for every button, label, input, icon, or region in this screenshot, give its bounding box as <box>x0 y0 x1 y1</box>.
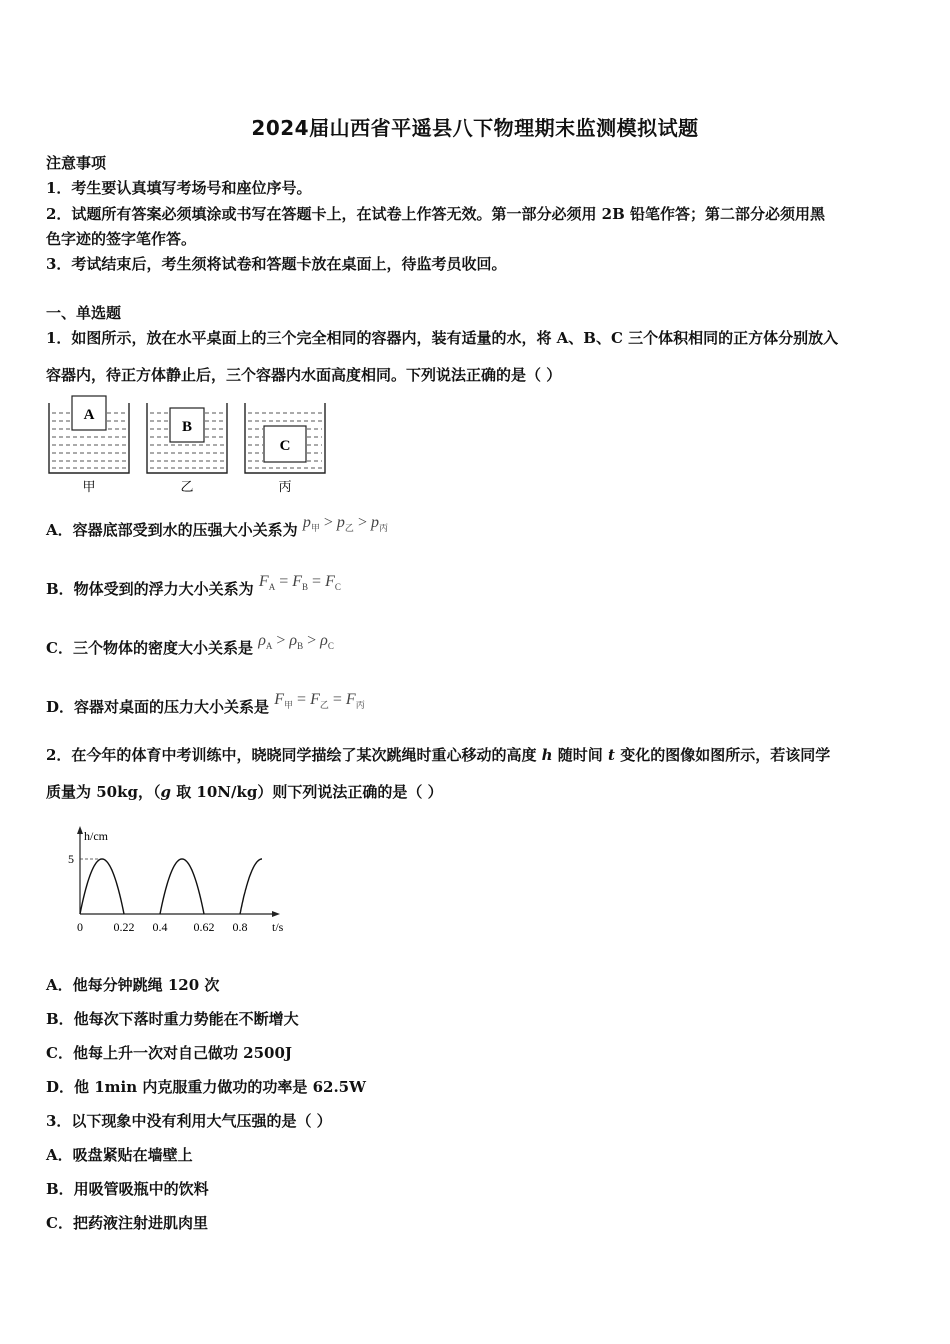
var-g: g <box>160 783 171 801</box>
container-yi <box>147 403 227 494</box>
page-title: 2024届山西省平遥县八下物理期末监测模拟试题 <box>251 116 699 140</box>
sub: 甲 <box>310 523 320 534</box>
q1-option-d[interactable] <box>46 691 365 719</box>
caption-yi: 乙 <box>180 479 194 494</box>
sym: p <box>302 514 311 531</box>
q1-option-b-formula <box>258 573 341 593</box>
sub: C <box>327 641 334 652</box>
x-tick-label: 0.8 <box>232 920 248 934</box>
text: 随时间 <box>552 746 609 764</box>
notice-item-1: 1．考生要认真填写考场号和座位序号。 <box>46 179 312 197</box>
y-axis-arrow <box>77 826 83 834</box>
x-tick-label: 0.22 <box>113 920 135 934</box>
text: 变化的图像如图所示，若该同学 <box>614 746 831 764</box>
sub: 丙 <box>378 523 388 534</box>
sym: ρ <box>258 632 266 649</box>
q3-option-c[interactable]: C．把药液注射进肌肉里 <box>46 1214 208 1232</box>
text: 2．在今年的体育中考训练中，晓晓同学描绘了某次跳绳时重心移动的高度 <box>46 746 542 764</box>
q1-option-c-text: C．三个物体的密度大小关系是 <box>46 639 253 657</box>
caption-jia: 甲 <box>82 479 96 494</box>
q1-option-a-formula <box>302 514 388 534</box>
sym: F <box>325 573 335 590</box>
q1-containers-figure <box>44 393 334 497</box>
cube-c-label: C <box>279 438 291 454</box>
sym: F <box>292 573 303 590</box>
op: = <box>279 573 289 590</box>
q1-option-b-text: B．物体受到的浮力大小关系为 <box>46 580 254 598</box>
sub: A <box>268 582 276 593</box>
sub: A <box>265 641 273 652</box>
section-heading: 一、单选题 <box>46 304 122 322</box>
q2-height-time-chart <box>58 822 298 937</box>
op: = <box>297 691 307 708</box>
notice-item-2: 2．试题所有答案必须填涂或书写在答题卡上，在试卷上作答无效。第一部分必须用 2B 铅笔作答；第二部分必须用黑 <box>46 205 826 223</box>
sub: 乙 <box>319 700 329 711</box>
y-tick-label: 5 <box>68 852 74 866</box>
op: > <box>276 632 286 649</box>
sym: F <box>258 573 269 590</box>
q2-stem-line1 <box>46 744 830 765</box>
op: > <box>357 514 367 531</box>
series-line-3 <box>240 859 262 914</box>
q1-stem-line2: 容器内，待正方体静止后，三个容器内水面高度相同。下列说法正确的是（ ） <box>46 366 562 384</box>
sym: F <box>310 691 320 708</box>
q1-option-d-formula <box>274 691 365 711</box>
sym: p <box>336 514 345 531</box>
sub: 乙 <box>344 523 354 534</box>
series-line-1 <box>80 859 124 914</box>
q2-stem-line2 <box>46 781 443 802</box>
q3-option-a[interactable]: A．吸盘紧贴在墙壁上 <box>46 1146 193 1164</box>
op: > <box>307 632 317 649</box>
text: 质量为 50kg，（ <box>46 783 161 801</box>
container-jia <box>49 396 129 494</box>
sub: 丙 <box>355 700 365 711</box>
notice-item-3: 3．考试结束后，考生须将试卷和答题卡放在桌面上，待监考员收回。 <box>46 255 507 273</box>
op: > <box>323 514 333 531</box>
sub: 甲 <box>284 700 294 711</box>
var-h: h <box>541 746 553 764</box>
caption-bing: 丙 <box>278 479 292 494</box>
sym: F <box>274 691 285 708</box>
x-tick-label: 0 <box>77 920 83 934</box>
container-bing <box>245 403 325 494</box>
var-t: t <box>608 746 615 764</box>
q1-option-a[interactable] <box>46 514 388 542</box>
text: 取 10N/kg）则下列说法正确的是（ ） <box>170 783 443 801</box>
x-axis-arrow <box>272 911 280 917</box>
op: = <box>312 573 322 590</box>
q1-option-a-text: A．容器底部受到水的压强大小关系为 <box>46 521 298 539</box>
x-tick-label: 0.4 <box>152 920 168 934</box>
q3-stem: 3．以下现象中没有利用大气压强的是（ ） <box>46 1112 332 1130</box>
sym: p <box>370 514 379 531</box>
cube-a-label: A <box>83 407 95 423</box>
q1-option-b[interactable] <box>46 573 341 600</box>
sym: ρ <box>289 632 298 649</box>
x-axis-label: t/s <box>272 920 284 934</box>
sym: F <box>345 691 356 708</box>
notice-heading: 注意事项 <box>46 154 107 172</box>
notice-item-2-cont: 色字迹的签字笔作答。 <box>46 230 197 248</box>
sub: B <box>297 641 304 652</box>
q3-option-b[interactable]: B．用吸管吸瓶中的饮料 <box>46 1180 209 1198</box>
q1-stem-line1: 1．如图所示，放在水平桌面上的三个完全相同的容器内，装有适量的水，将 A、B、C 三个体积相同的正方体分别放入 <box>46 329 839 347</box>
q1-option-c[interactable] <box>46 632 334 659</box>
sub: C <box>334 582 341 593</box>
q1-option-c-formula <box>258 632 334 652</box>
series-line-2 <box>160 859 204 914</box>
q2-option-b[interactable]: B．他每次下落时重力势能在不断增大 <box>46 1010 299 1028</box>
op: = <box>332 691 342 708</box>
sym: ρ <box>320 632 328 649</box>
q2-option-c[interactable]: C．他每上升一次对自己做功 2500J <box>46 1044 293 1062</box>
sub: B <box>302 582 309 593</box>
q2-option-a[interactable]: A．他每分钟跳绳 120 次 <box>46 976 220 994</box>
q1-option-d-text: D．容器对桌面的压力大小关系是 <box>46 698 270 716</box>
x-tick-label: 0.62 <box>193 920 215 934</box>
cube-b-label: B <box>181 419 193 435</box>
y-axis-label: h/cm <box>84 829 108 843</box>
q2-option-d[interactable]: D．他 1min 内克服重力做功的功率是 62.5W <box>46 1078 366 1096</box>
